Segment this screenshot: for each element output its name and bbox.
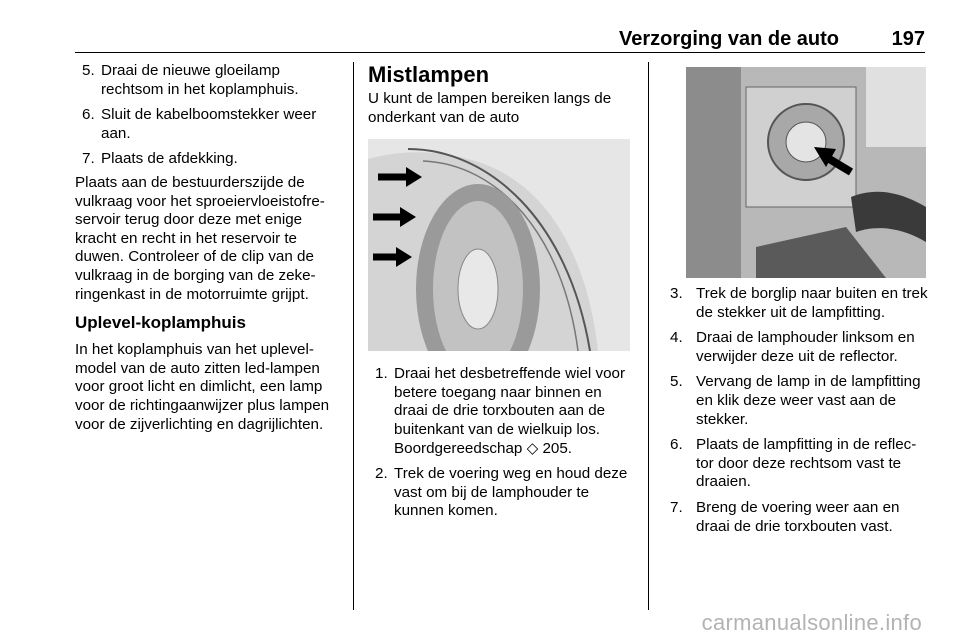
list-item: 3. Trek de borglip naar buiten en trek de stekker uit de lampfitting.	[670, 285, 928, 321]
list-item: 6. Plaats de lampfitting in de reflec-tor door deze rechtsom vast te draaien.	[670, 436, 917, 491]
page-header	[75, 26, 925, 53]
list-item: 7. Breng de voering weer aan en draai de drie torxbouten vast.	[670, 498, 900, 535]
header-title: Verzorging van de auto	[618, 28, 839, 50]
steps-list	[75, 62, 345, 169]
list-item: 7. Plaats de afdekking.	[82, 150, 238, 168]
paragraph: Plaats aan de bestuurderszijde de vulkraag voor het sproeiervloeistofre-servoir terug door deze met enige kracht en recht in het reservoir te duwen. Controleer of de clip van de vulkraag in de borging van de zeke-ringenkast in de motorruimte grijpt.	[75, 173, 325, 303]
column-middle	[368, 62, 636, 528]
wheel-arch-drawing	[368, 139, 630, 351]
list-item: 4. Draai de lamphouder linksom en verwijder deze uit de reflector.	[670, 329, 915, 365]
paragraph: In het koplamphuis van het uplevel-model van de auto zitten led-lampen voor groot licht en dimlicht, een lamp voor de richtingaanwijzer plus lampen voor de zijverlichting en dagrijlichten.	[75, 341, 330, 433]
list-item: 2. Trek de voering weg en houd deze vast om bij de lamphouder te kunnen komen.	[375, 465, 628, 520]
wheel-arch-illustration	[368, 139, 630, 351]
column-right	[670, 62, 928, 543]
list-item: 5. Vervang de lamp in de lampfitting en klik deze weer vast aan de stekker.	[670, 373, 921, 428]
column-divider	[353, 62, 354, 610]
list-item: 6. Sluit de kabelboomstekker weer aan.	[82, 106, 317, 142]
column-divider	[648, 62, 649, 610]
section-heading: Mistlampen	[368, 62, 490, 87]
page-number: 197	[891, 28, 925, 50]
list-item: 5. Draai de nieuwe gloeilamp rechtsom in het koplamphuis.	[82, 62, 299, 98]
list-item: 1. Draai het desbetreffende wiel voor betere toegang naar binnen en draai de drie torxbouten aan de buitenkant van de wielkuip los. Boordgereedschap ◇ 205.	[375, 365, 626, 457]
steps-list	[670, 285, 928, 536]
watermark: carmanualsonline.info	[701, 610, 922, 635]
intro-text: U kunt de lampen bereiken langs de onderkant van de auto	[368, 90, 612, 126]
column-left	[75, 62, 345, 443]
section-heading: Uplevel-koplamphuis	[75, 313, 246, 333]
steps-list	[368, 365, 636, 521]
